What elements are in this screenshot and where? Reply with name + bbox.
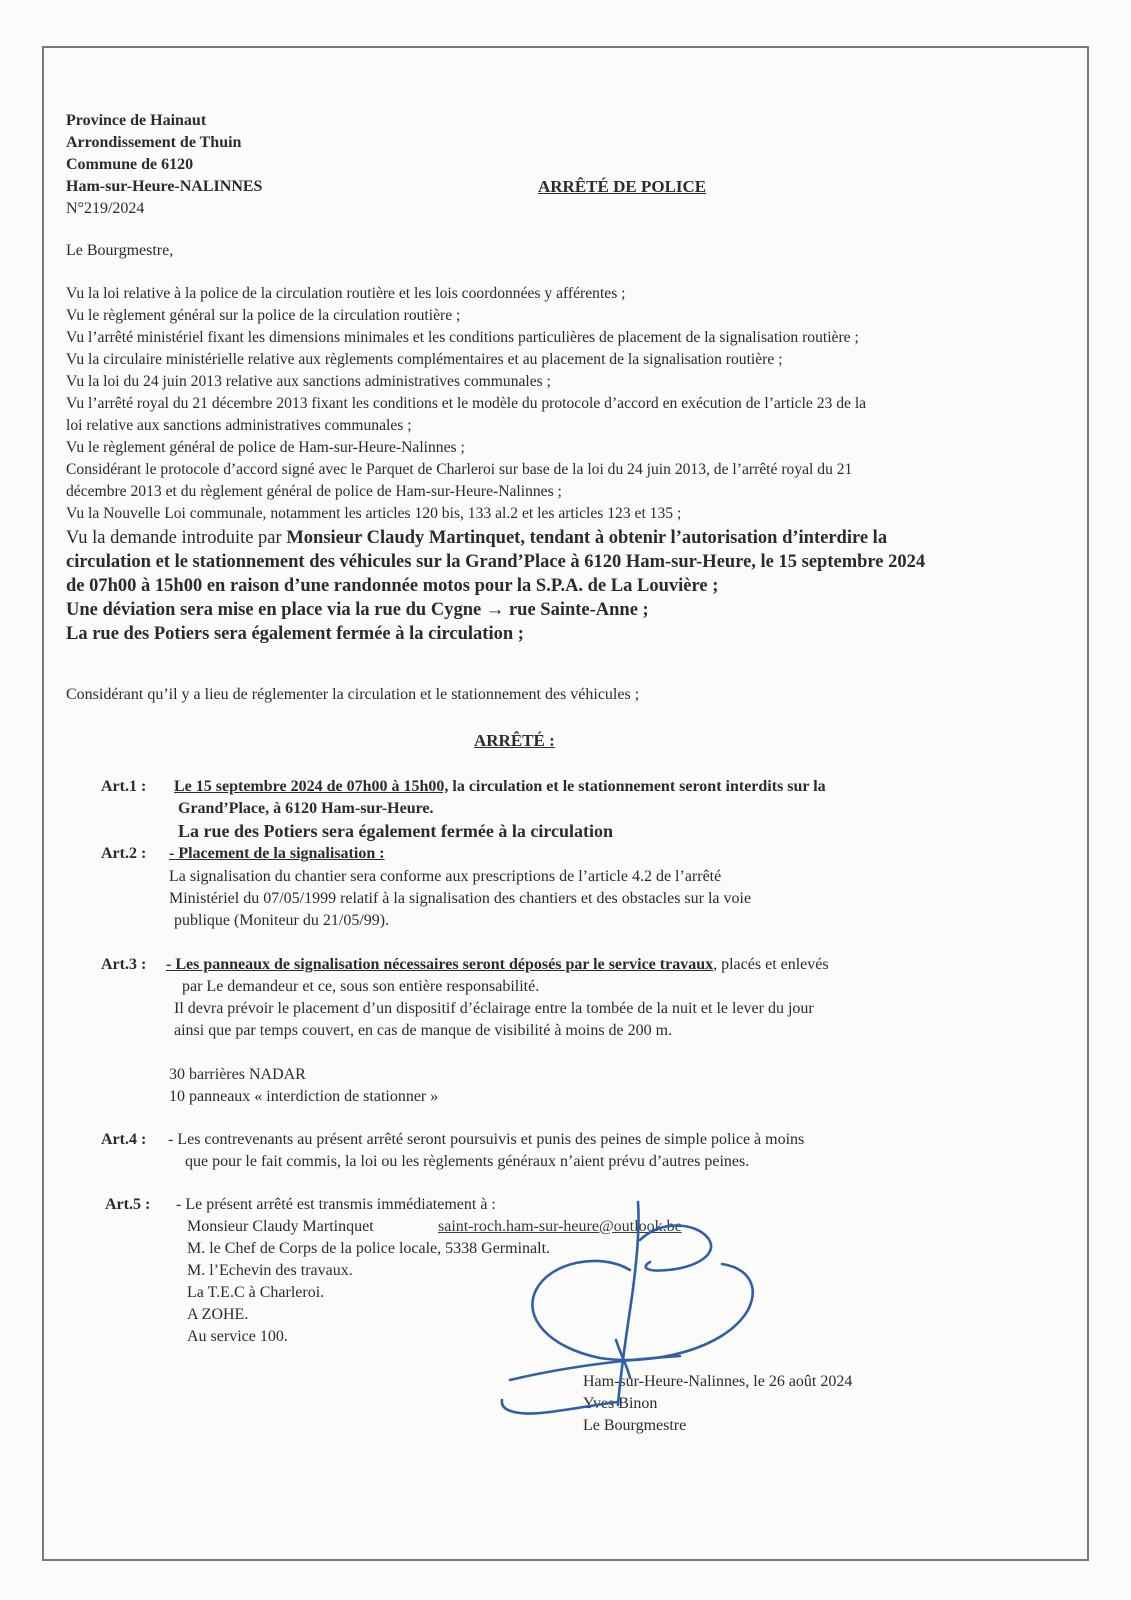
signature-role: Le Bourgmestre bbox=[583, 1417, 687, 1434]
art4-line: - Les contrevenants au présent arrêté seront poursuivis et punis des peines de simple police à moins bbox=[168, 1131, 805, 1148]
consideration-line: Considérant le protocole d’accord signé avec le Parquet de Charleroi sur base de la loi du 24 juin 2013, de l’arrêté royal du 21 bbox=[66, 461, 853, 478]
request-line-4: Une déviation sera mise en place via la rue du Cygne → rue Sainte-Anne ; bbox=[66, 600, 649, 620]
consideration-line: Vu l’arrêté ministériel fixant les dimensions minimales et les conditions particulières de placement de la signalisation routière ; bbox=[66, 329, 859, 346]
art3-line-1 bbox=[166, 954, 829, 976]
intro: Le Bourgmestre, bbox=[66, 242, 174, 259]
consideration-line: Vu la circulaire ministérielle relative aux règlements complémentaires et au placement de la signalisation routière ; bbox=[66, 351, 783, 368]
art2-label: Art.2 : bbox=[101, 845, 147, 862]
handwritten-signature bbox=[490, 1190, 770, 1430]
consideration-line: Vu l’arrêté royal du 21 décembre 2013 fixant les conditions et le modèle du protocole d’accord en exécution de l’article 23 de la bbox=[66, 395, 867, 412]
consideration-line: Vu la loi du 24 juin 2013 relative aux sanctions administratives communales ; bbox=[66, 373, 551, 390]
consideration-line: Vu la loi relative à la police de la circulation routière et les lois coordonnées y afférentes ; bbox=[66, 285, 626, 302]
art5-recipient: M. l’Echevin des travaux. bbox=[187, 1262, 353, 1279]
art5-recipient: M. le Chef de Corps de la police locale, 5338 Germinalt. bbox=[187, 1240, 551, 1257]
consideration-final: Considérant qu’il y a lieu de réglementer la circulation et le stationnement des véhicules ; bbox=[66, 686, 640, 703]
recipient-email-link[interactable]: saint-roch.ham-sur-heure@outlook.be bbox=[438, 1218, 682, 1235]
art5-intro: - Le présent arrêté est transmis immédiatement à : bbox=[176, 1196, 496, 1213]
art3-line: ainsi que par temps couvert, en cas de manque de visibilité à moins de 200 m. bbox=[174, 1022, 673, 1039]
art3-material: 30 barrières NADAR bbox=[169, 1066, 306, 1083]
signature-place-date: Ham-sur-Heure-Nalinnes, le 26 août 2024 bbox=[583, 1373, 853, 1390]
request-requester: Monsieur Claudy Martinquet, tendant à obtenir l’autorisation d’interdire la bbox=[286, 528, 888, 548]
art4-label: Art.4 : bbox=[101, 1131, 147, 1148]
header-province: Province de Hainaut bbox=[66, 112, 207, 129]
consideration-line: Vu le règlement général de police de Ham-sur-Heure-Nalinnes ; bbox=[66, 439, 465, 456]
request-line-3: de 07h00 à 15h00 en raison d’une randonnée motos pour la S.P.A. de La Louvière ; bbox=[66, 576, 719, 596]
request-prefix: Vu la demande introduite par bbox=[66, 528, 287, 548]
header-commune: Commune de 6120 bbox=[66, 156, 194, 173]
art5-recipient: La T.E.C à Charleroi. bbox=[187, 1284, 325, 1301]
art4-line: que pour le fait commis, la loi ou les règlements généraux n’aient prévu d’autres peines. bbox=[185, 1153, 750, 1170]
request-line-2: circulation et le stationnement des véhicules sur la Grand’Place à 6120 Ham-sur-Heure, le 15 septembre 2024 bbox=[66, 552, 926, 572]
art1-line-3: La rue des Potiers sera également fermée à la circulation bbox=[178, 821, 614, 841]
art5-recipient: A ZOHE. bbox=[187, 1306, 249, 1323]
art2-line: La signalisation du chantier sera conforme aux prescriptions de l’article 4.2 de l’arrêté bbox=[169, 868, 722, 885]
request-line-1 bbox=[66, 526, 887, 550]
art3-heading: - Les panneaux de signalisation nécessaires seront déposés par le service travaux bbox=[166, 956, 714, 973]
art3-line: Il devra prévoir le placement d’un dispositif d’éclairage entre la tombée de la nuit et le lever du jour bbox=[174, 1000, 814, 1017]
art3-material: 10 panneaux « interdiction de stationner » bbox=[169, 1088, 439, 1105]
art3-label: Art.3 : bbox=[101, 956, 147, 973]
arrete-heading: ARRÊTÉ : bbox=[474, 731, 555, 750]
art5-recipient: Au service 100. bbox=[187, 1328, 288, 1345]
document-title: ARRÊTÉ DE POLICE bbox=[538, 177, 707, 196]
art2-line: Ministériel du 07/05/1999 relatif à la signalisation des chantiers et des obstacles sur la voie bbox=[169, 890, 752, 907]
art2-heading: - Placement de la signalisation : bbox=[169, 845, 385, 862]
consideration-line: décembre 2013 et du règlement général de police de Ham-sur-Heure-Nalinnes ; bbox=[66, 483, 562, 500]
art1-text: la circulation et le stationnement seront interdits sur la bbox=[448, 778, 826, 795]
art3-line: par Le demandeur et ce, sous son entière responsabilité. bbox=[182, 978, 540, 995]
art1-label: Art.1 : bbox=[101, 778, 147, 795]
header-arrondissement: Arrondissement de Thuin bbox=[66, 134, 242, 151]
art3-heading-rest: , placés et enlevés bbox=[713, 956, 829, 973]
signature-name: Yves Binon bbox=[583, 1395, 658, 1412]
art1-line-2: Grand’Place, à 6120 Ham-sur-Heure. bbox=[178, 800, 434, 817]
art1-line-1 bbox=[174, 776, 826, 798]
consideration-line: loi relative aux sanctions administratives communales ; bbox=[66, 417, 412, 434]
art1-date: Le 15 septembre 2024 de 07h00 à 15h00, bbox=[174, 778, 449, 795]
request-line-5: La rue des Potiers sera également fermée à la circulation ; bbox=[66, 624, 524, 644]
consideration-line: Vu la Nouvelle Loi communale, notamment les articles 120 bis, 133 al.2 et les articles 123 et 135 ; bbox=[66, 505, 682, 522]
consideration-line: Vu le règlement général sur la police de la circulation routière ; bbox=[66, 307, 461, 324]
header-commune-name: Ham-sur-Heure-NALINNES bbox=[66, 178, 263, 195]
header-number: N°219/2024 bbox=[66, 200, 145, 217]
art5-recipient-1: Monsieur Claudy Martinquet bbox=[187, 1218, 374, 1235]
art2-line: publique (Moniteur du 21/05/99). bbox=[174, 912, 390, 929]
art5-label: Art.5 : bbox=[105, 1196, 151, 1213]
